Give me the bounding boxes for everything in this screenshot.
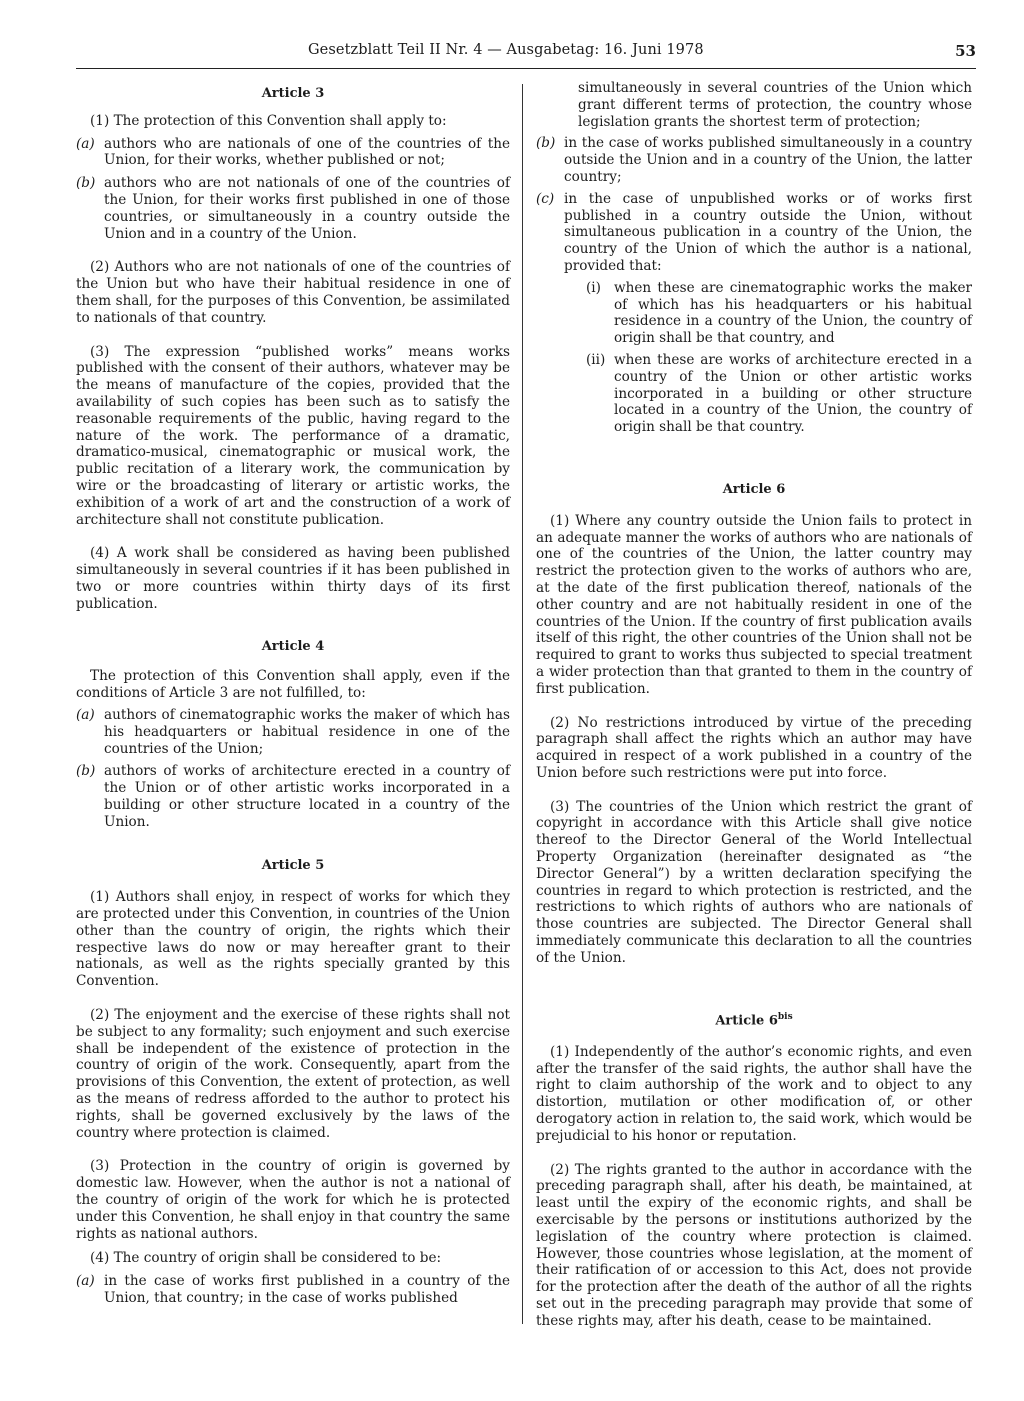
art5-para-4: (4) The country of origin shall be considered to be:: [90, 1250, 442, 1267]
subitem-text: when these are works of architecture erected in a country of the Union or other artistic works incorporated in a building or other structure located in a country of the Union, the country of origin shall be that country.: [614, 351, 972, 436]
item-label: (b): [76, 763, 96, 780]
bis-superscript: bis: [777, 1011, 793, 1022]
subitem-label: (i): [586, 279, 601, 296]
art6bis-para-2: (2) The rights granted to the author in accordance with the preceding paragraph shall, after his death, be maintained, at least until the expiry of the economic rights, and shall be exercisable by the persons or institutions authorized by the legislation of the country where protection is claimed. However, those countries whose legislation, at the moment of their ratification of or accession to this Act, does not provide for the protection after the death of the author of all the rights set out in the preceding paragraph may provide that some of these rights may, after his death, cease to be maintained.: [536, 1161, 972, 1329]
art5-para-1: (1) Authors shall enjoy, in respect of works for which they are protected under this Convention, in countries of the Union other than the country of origin, the rights which their respective laws do now or may hereafter grant to their nationals, as well as the rights specially granted by this Convention.: [76, 889, 510, 990]
item-text: authors of cinematographic works the maker of which has his headquarters or habitual residence in one of the countries of the Union;: [104, 706, 510, 757]
art6-para-1: (1) Where any country outside the Union fails to protect in an adequate manner the works of authors who are nationals of one of the countries of the Union, the latter country may restrict the protection given to the works of authors who are, at the date of the first publication thereof, nationals of the other country and are not habitually resident in one of the countries of the Union. If the country of first publication avails itself of this right, the other countries of the Union shall not be required to grant to works thus subjected to special treatment a wider protection than that granted to them in the country of first publication.: [536, 512, 972, 697]
article-4-heading: Article 4: [261, 638, 325, 654]
art4-item-a: [76, 707, 510, 757]
art3-para-3: (3) The expression “published works” means works published with the consent of their authors, whatever may be the means of manufacture of the copies, provided that the availability of such copies has been such as to satisfy the reasonable requirements of the public, having regard to the nature of the work. The performance of a dramatic, dramatico-musical, cinematographic or musical work, the public recitation of a literary work, the communication by wire or the broadcasting of literary or artistic works, the exhibition of a work of art and the construction of a work of architecture shall not constitute publication.: [76, 343, 510, 528]
item-text: in the case of unpublished works or of works first published in a country outside the Union, without simultaneous publication in a country of the Union, the country of the Union of which the author is a national, provided that:: [564, 190, 972, 274]
art4-intro: The protection of this Convention shall apply, even if the conditions of Article 3 are not fulfilled, to:: [76, 668, 510, 702]
article-3-heading: Article 3: [261, 86, 325, 101]
item-text: in the case of works first published in a country of the Union, that country; in the case of works published: [104, 1273, 510, 1307]
subitem-label: (ii): [586, 351, 606, 368]
art5-para-3: (3) Protection in the country of origin is governed by domestic law. However, when the author is not a national of the country of origin of the work for which he is protected under this Convention, he shall enjoy in that country the same rights as national authors.: [76, 1158, 510, 1242]
item-text: authors who are not nationals of one of the countries of the Union, for their works first published in one of those countries, or simultaneously in a country outside the Union and in a country of the Union.: [104, 175, 510, 242]
art5-para-2: (2) The enjoyment and the exercise of these rights shall not be subject to any formality; such enjoyment and such exercise shall be independent of the existence of protection in the country of origin of the work. Consequently, apart from the provisions of this Convention, the extent of protection, as well as the means of redress afforded to the author to protect his rights, shall be governed exclusively by the laws of the country where protection is claimed.: [76, 1007, 510, 1141]
art6-para-3: (3) The countries of the Union which restrict the grant of copyright in accordance with this Article shall give notice thereof to the Director General of the World Intellectual Property Organization (hereinafter designated as “the Director General”) by a written declaration specifying the countries in regard to which protection is restricted, and the restrictions to which rights of authors who are nationals of those countries are subjected. The Director General shall immediately communicate this declaration to all the countries of the Union.: [536, 798, 972, 966]
art4-item-b: [76, 763, 510, 830]
left-column: [76, 80, 510, 1307]
item-label: (a): [76, 135, 95, 152]
page-header: [76, 42, 976, 69]
item-text: authors who are nationals of one of the countries of the Union, for their works, whether published or not;: [104, 135, 510, 169]
right-column: [536, 80, 972, 1330]
article-6-heading: Article 6: [722, 481, 786, 497]
item-label: (b): [76, 175, 96, 192]
page-number: 53: [955, 42, 976, 60]
art6-para-2: (2) No restrictions introduced by virtue of the preceding paragraph shall affect the rights which an author may have acquired in respect of a work published in a country of the Union before such restrictions were put into force.: [536, 714, 972, 781]
art5-item-a: [76, 1273, 510, 1307]
item-text: in the case of works published simultaneously in a country outside the Union and in a country of the Union, the latter country;: [564, 135, 972, 185]
art5-item-a-continued: simultaneously in several countries of the Union which grant different terms of protection, the country whose legislation grants the shortest term of protection;: [578, 80, 972, 130]
art6bis-para-1: (1) Independently of the author’s economic rights, and even after the transfer of the said rights, the author shall have the right to claim authorship of the work and to object to any distortion, mutilation or other modification of, or other derogatory action in relation to, the said work, which would be prejudicial to his honor or reputation.: [536, 1043, 972, 1144]
art3-para-1: (1) The protection of this Convention shall apply to:: [90, 112, 447, 129]
art5-item-c: [536, 191, 972, 275]
running-title: Gesetzblatt Teil II Nr. 4 — Ausgabetag: 16. Juni 1978: [308, 42, 704, 58]
art5-item-c-i: [586, 280, 972, 347]
art3-item-b: [76, 175, 510, 242]
art3-item-a: [76, 136, 510, 170]
item-text: authors of works of architecture erected in a country of the Union or of other artistic works incorporated in a building or other structure located in a country of the Union.: [104, 763, 510, 830]
item-label: (b): [536, 135, 556, 152]
article-6bis-heading: [536, 1009, 972, 1030]
column-divider: [522, 84, 523, 1324]
article-6bis-title: Article 6: [715, 1012, 778, 1028]
art3-para-2: (2) Authors who are not nationals of one of the countries of the Union but who have their habitual residence in one of them shall, for the purposes of this Convention, be assimilated to nationals of that country.: [76, 259, 510, 326]
art5-item-c-ii: [586, 352, 972, 436]
art5-item-b: [536, 135, 972, 185]
article-5-heading: Article 5: [261, 858, 325, 874]
item-label: (c): [536, 190, 555, 207]
item-label: (a): [76, 706, 95, 723]
subitem-text: when these are cinematographic works the maker of which has his headquarters or his habitual residence in a country of the Union, the country of origin shall be that country, and: [614, 279, 972, 347]
item-label: (a): [76, 1273, 95, 1290]
art3-para-4: (4) A work shall be considered as having been published simultaneously in several countries if it has been published in two or more countries within thirty days of its first publication.: [76, 545, 510, 612]
